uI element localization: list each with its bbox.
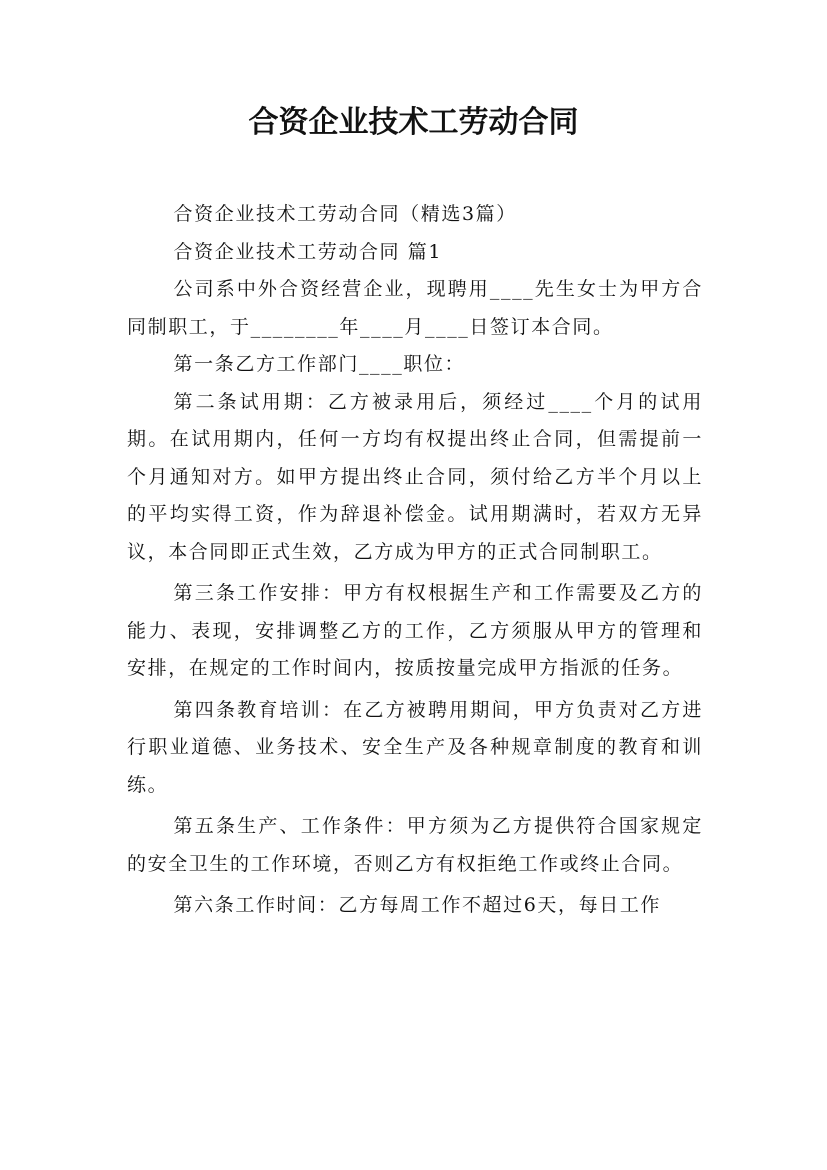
paragraph-article-3: 第三条工作安排：甲方有权根据生产和工作需要及乙方的能力、表现，安排调整乙方的工作，乙方须服从甲方的管理和安排，在规定的工作时间内，按质按量完成甲方指派的任务。 — [127, 582, 703, 679]
paragraph-article-1: 第一条乙方工作部门____职位： — [173, 353, 466, 375]
paragraph-article-4: 第四条教育培训：在乙方被聘用期间，甲方负责对乙方进行职业道德、业务技术、安全生产及各种规章制度的教育和训练。 — [127, 698, 703, 796]
paragraph-article-5: 第五条生产、工作条件：甲方须为乙方提供符合国家规定的安全卫生的工作环境，否则乙方有权拒绝工作或终止合同。 — [127, 815, 703, 875]
paragraph-intro: 公司系中外合资经营企业，现聘用____先生女士为甲方合同制职工，于________年____月____日签订本合同。 — [127, 278, 703, 338]
paragraph-subtitle: 合资企业技术工劳动合同（精选3篇） — [173, 203, 517, 225]
document-body — [127, 196, 703, 925]
paragraph-section-heading: 合资企业技术工劳动合同 篇1 — [173, 240, 443, 263]
paragraph-article-6: 第六条工作时间：乙方每周工作不超过6天，每日工作 — [173, 894, 662, 916]
paragraph-article-2: 第二条试用期：乙方被录用后，须经过____个月的试用期。在试用期内，任何一方均有权提出终止合同，但需提前一个月通知对方。如甲方提出终止合同，须付给乙方半个月以上的平均实得工资，作为辞退补偿金。试用期满时，若双方无异议，本合同即正式生效，乙方成为甲方的正式合同制职工。 — [127, 390, 703, 563]
document-title: 合资企业技术工劳动合同 — [248, 105, 579, 140]
